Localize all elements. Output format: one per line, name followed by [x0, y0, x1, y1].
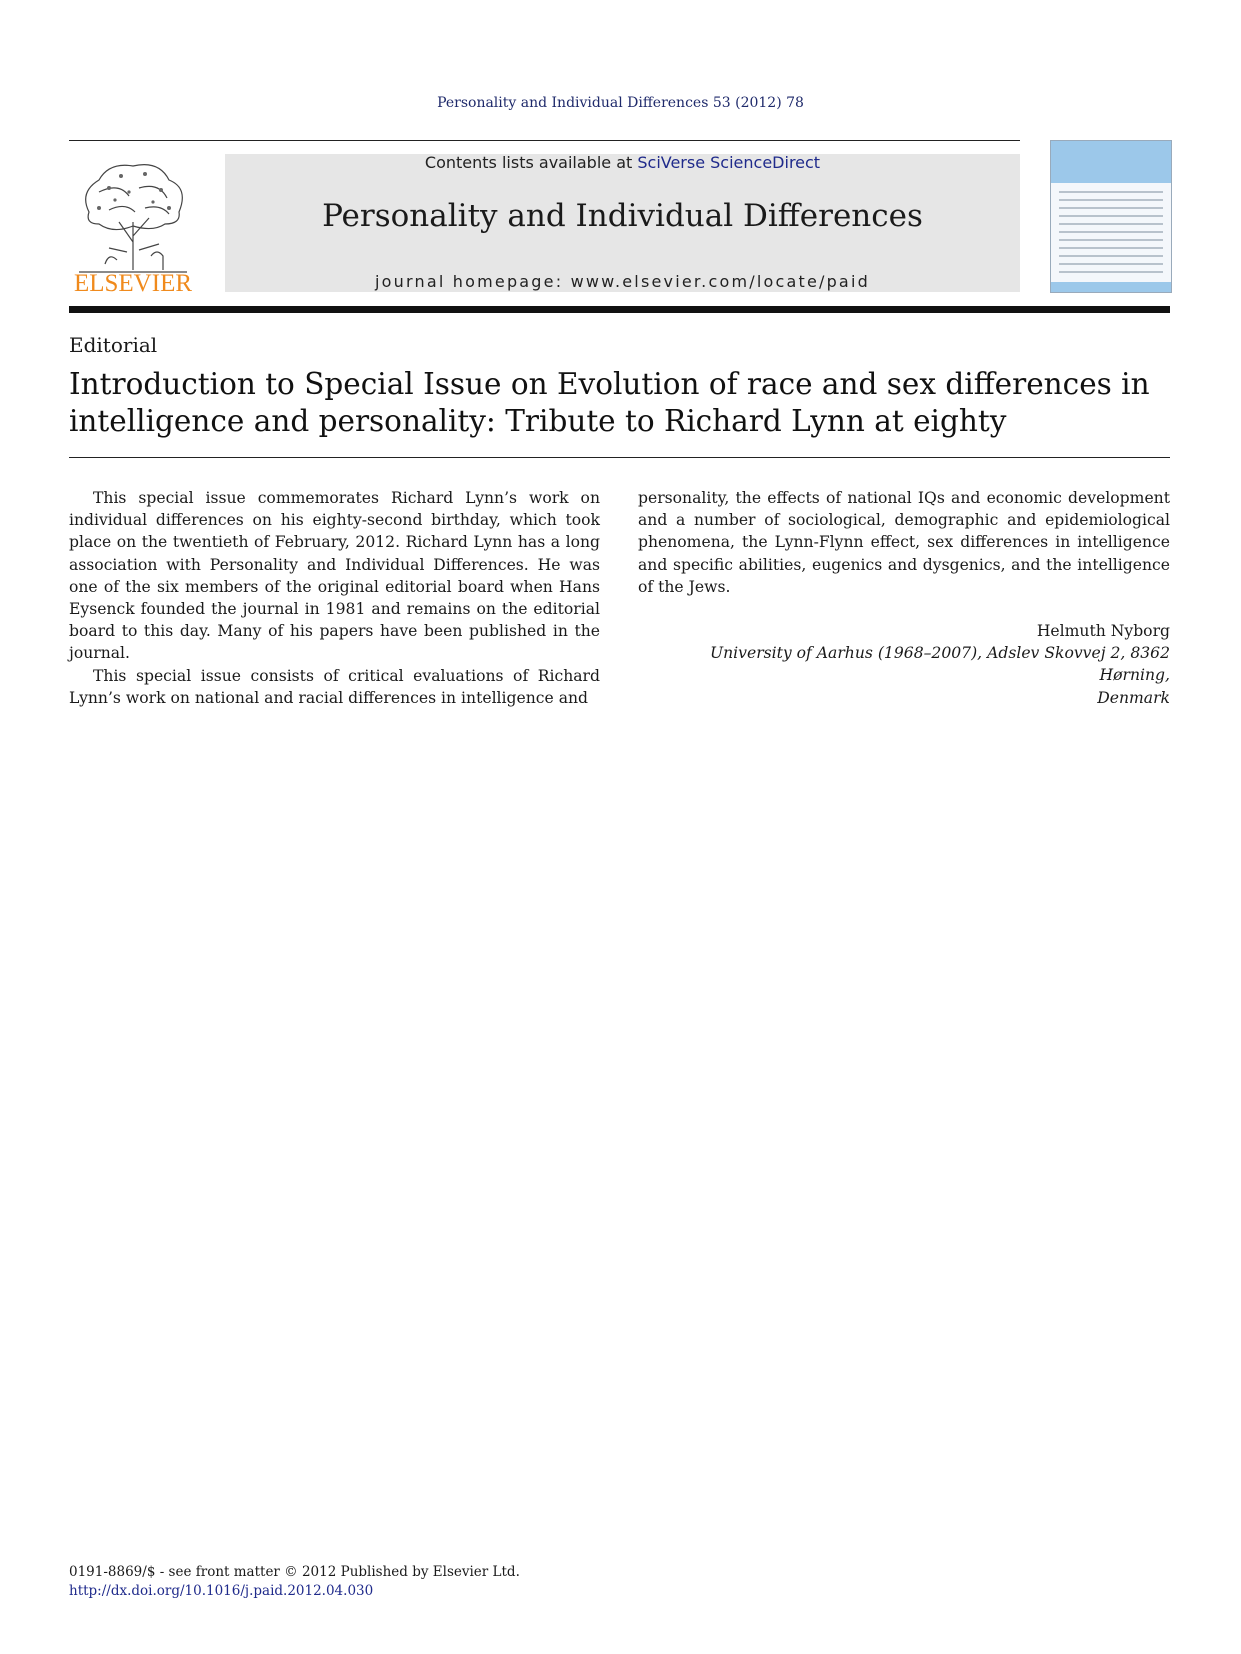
author-affiliation: University of Aarhus (1968–2007), Adslev Skovvej 2, 8362 Hørning, [709, 644, 1170, 685]
body-column-left [69, 487, 600, 709]
sciencedirect-link[interactable]: SciVerse ScienceDirect [637, 153, 821, 172]
author-name: Helmuth Nyborg [1036, 622, 1170, 640]
body-paragraph: This special issue consists of critical evaluations of Richard Lynn’s work on national and racial differences in intelligence and [69, 666, 600, 707]
page-footer [69, 1563, 520, 1601]
header-thick-rule [69, 306, 1170, 313]
author-block [638, 620, 1170, 709]
cover-footer-band [1051, 282, 1171, 292]
doi-link[interactable]: http://dx.doi.org/10.1016/j.paid.2012.04.030 [69, 1583, 374, 1599]
contents-prefix: Contents lists available at [424, 153, 638, 172]
title-rule [69, 457, 1170, 458]
front-matter-note: 0191-8869/$ - see front matter © 2012 Published by Elsevier Ltd. [69, 1564, 520, 1580]
article-title: Introduction to Special Issue on Evolution of race and sex differences in intelligence and personality: Tribute to Richard Lynn at eighty [69, 367, 1150, 438]
body-paragraph: personality, the effects of national IQs and economic development and a number of sociological, demographic and epidemiological phenomena, the Lynn-Flynn effect, sex differences in intelligence and specific abilities, eugenics and dysgenics, and the intelligence of the Jews. [638, 489, 1170, 596]
contents-availability [225, 153, 1020, 172]
header-top-rule [69, 140, 1020, 141]
cover-header-band [1051, 141, 1171, 183]
journal-title: Personality and Individual Differences [322, 198, 923, 234]
journal-citation: Personality and Individual Differences 53 (2012) 78 [437, 95, 804, 111]
elsevier-wordmark: ELSEVIER [73, 270, 193, 297]
cover-contents-lines [1059, 191, 1163, 279]
author-affiliation-country: Denmark [1097, 688, 1170, 707]
body-column-right [638, 487, 1170, 598]
body-paragraph: This special issue commemorates Richard Lynn’s work on individual differences on his eighty-second birthday, which took place on the twentieth of February, 2012. Richard Lynn has a long association with Personality and Individual Differences. He was one of the six members of the original editorial board when Hans Eysenck founded the journal in 1981 and remains on the editorial board to this day. Many of his papers have been published in the journal. [69, 489, 600, 663]
article-section: Editorial [69, 333, 158, 357]
journal-cover-thumbnail [1050, 140, 1172, 293]
journal-homepage[interactable]: journal homepage: www.elsevier.com/locate/paid [375, 272, 870, 291]
